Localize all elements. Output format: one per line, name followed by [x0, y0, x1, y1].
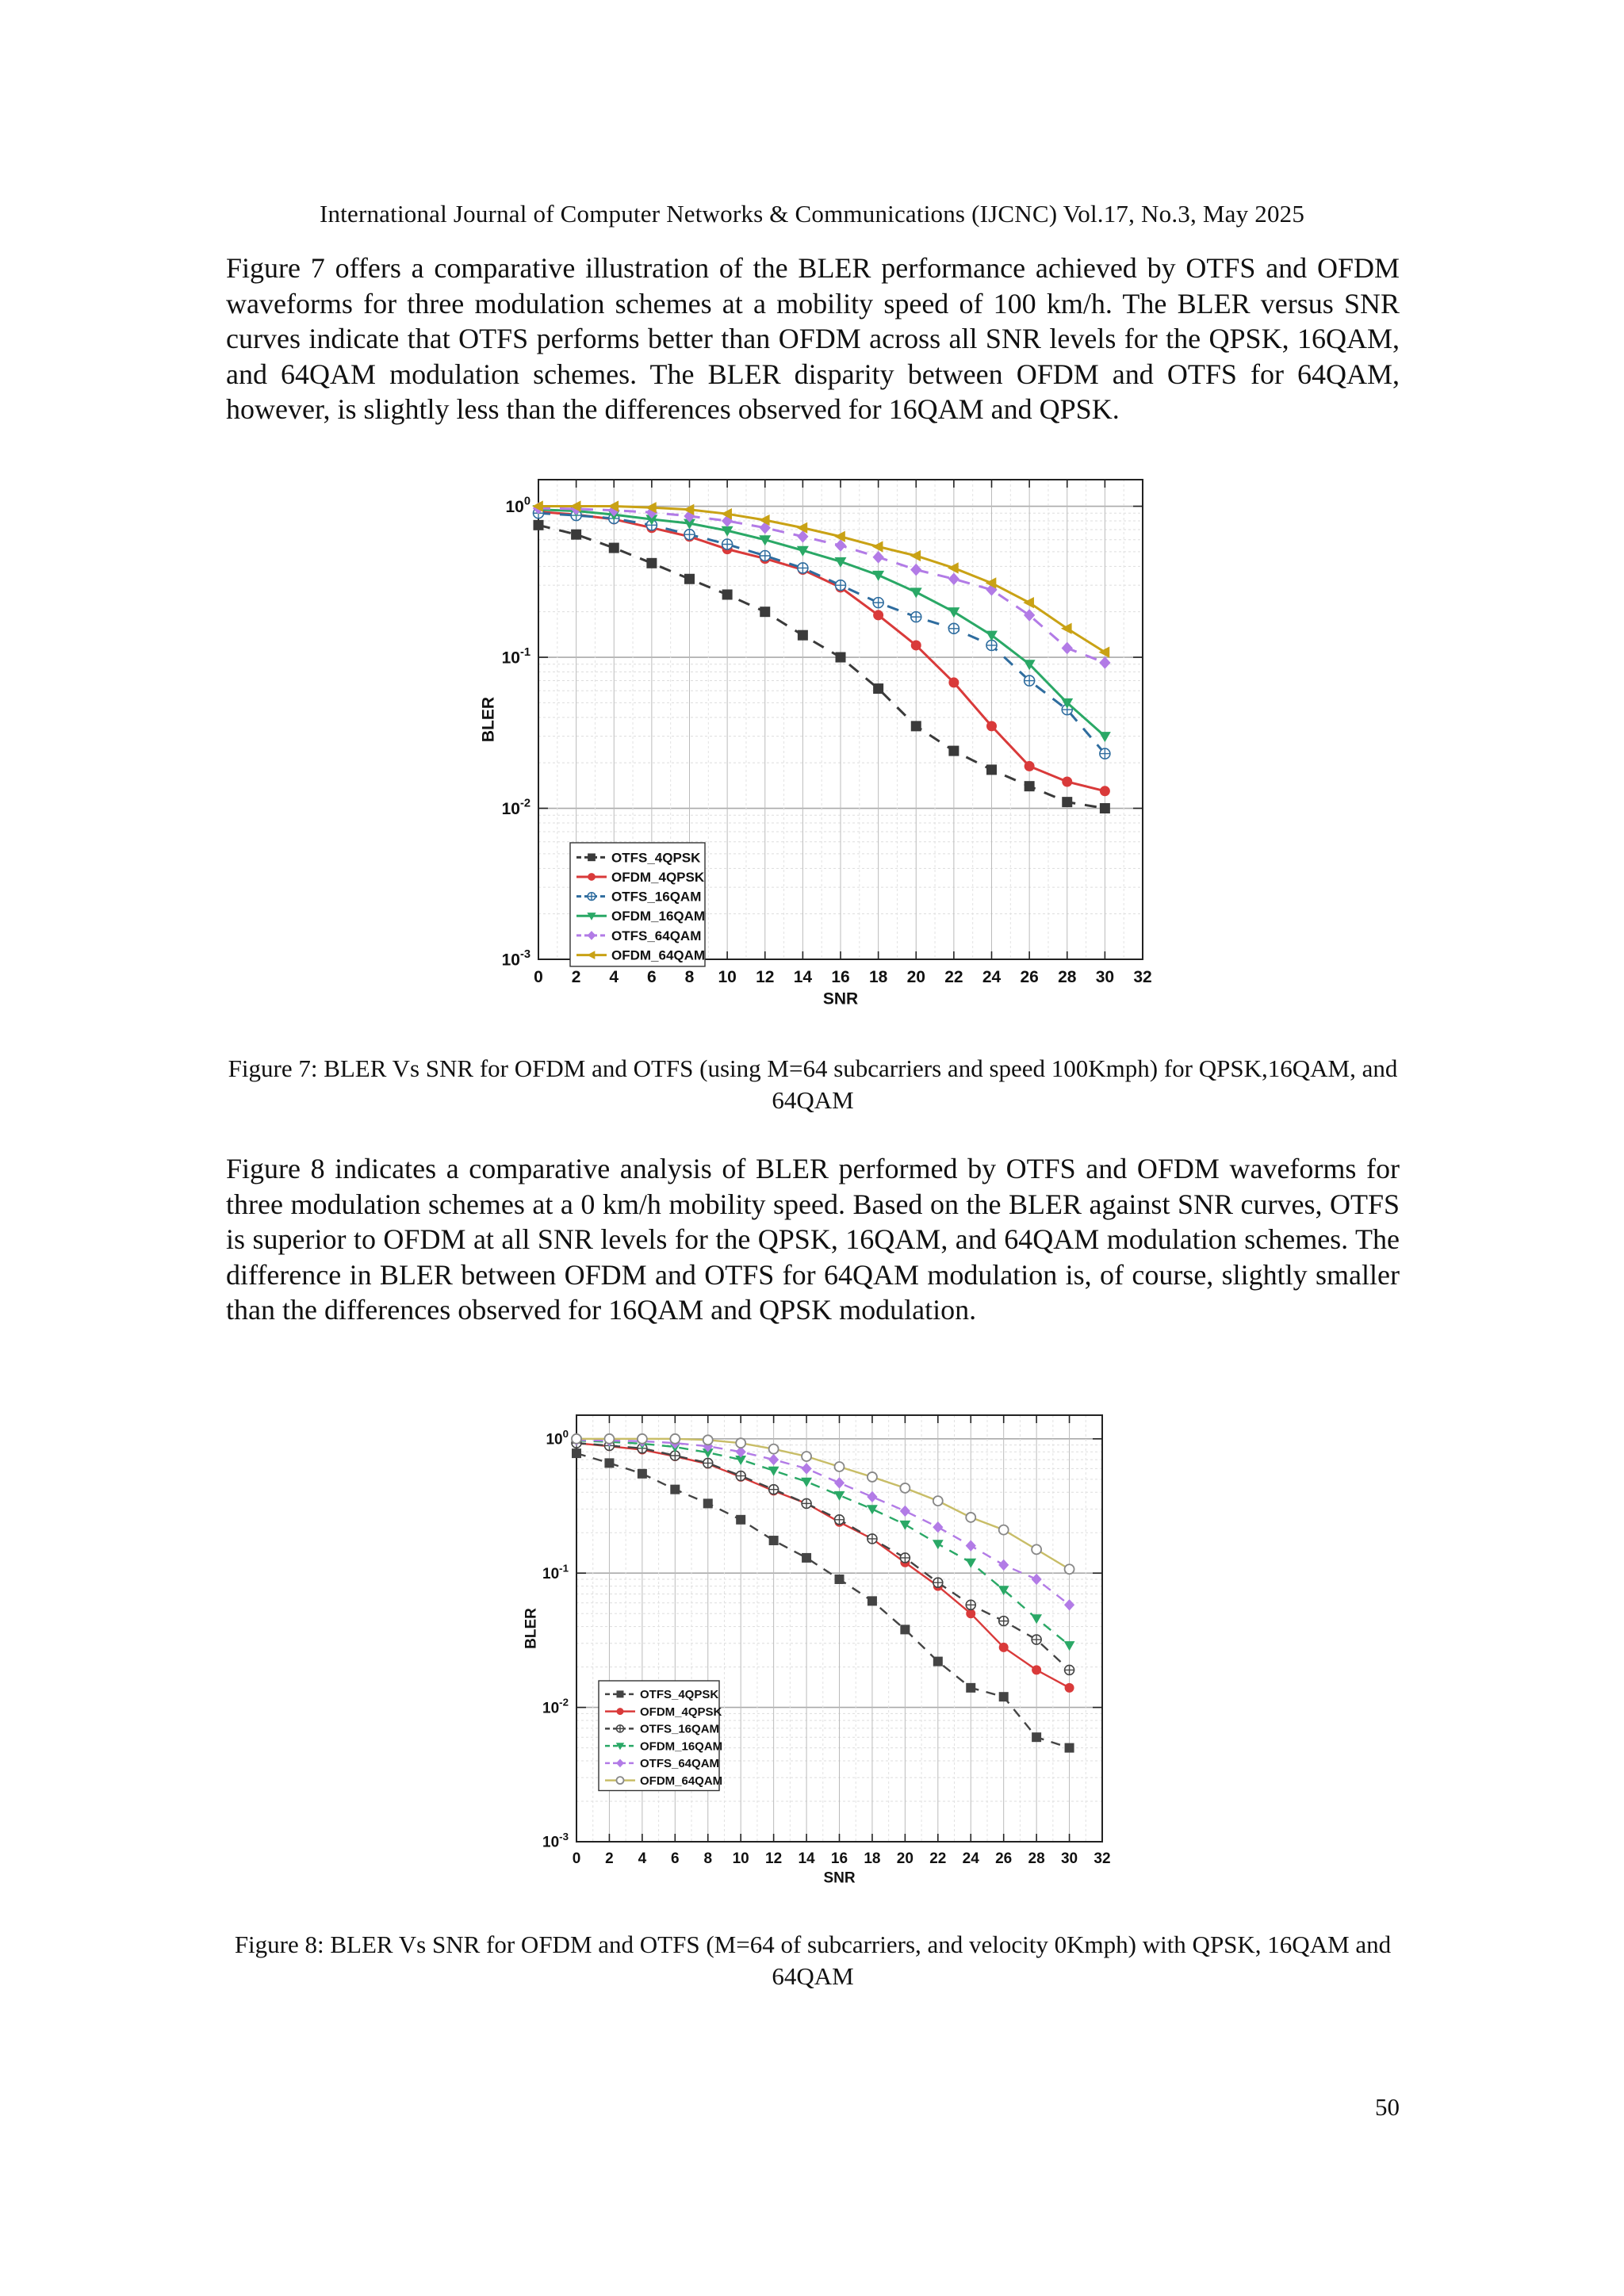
legend-label: OFDM_64QAM: [640, 1774, 723, 1788]
data-point: [872, 541, 883, 552]
figure7-chart: [0, 468, 1624, 1023]
data-point: [571, 530, 581, 540]
data-point: [966, 1540, 976, 1551]
data-point: [900, 1506, 910, 1517]
data-point: [572, 1448, 581, 1458]
data-point: [736, 1438, 745, 1448]
legend: [570, 843, 705, 966]
data-point: [867, 1491, 877, 1502]
data-point: [1065, 1743, 1074, 1753]
data-point: [868, 1596, 877, 1605]
x-tick-label: 14: [798, 1850, 815, 1867]
x-tick-label: 2: [605, 1850, 614, 1867]
data-point: [1065, 1665, 1074, 1674]
data-point: [722, 589, 733, 599]
data-point: [966, 1513, 975, 1522]
data-point: [986, 721, 997, 731]
data-point: [948, 572, 959, 585]
data-point: [933, 1521, 943, 1533]
y-tick-label: $10^{-2}$: [542, 1696, 569, 1717]
data-point: [646, 558, 657, 568]
series-line: [576, 1441, 1070, 1645]
data-point: [1099, 732, 1111, 742]
x-tick-label: 0: [534, 968, 543, 986]
data-point: [999, 1692, 1009, 1701]
data-point: [868, 1472, 877, 1482]
x-tick-label: 14: [793, 968, 813, 986]
data-point: [900, 1553, 910, 1563]
data-point: [948, 607, 959, 618]
data-point: [604, 1458, 614, 1468]
data-point: [638, 1434, 647, 1444]
data-point: [933, 1496, 943, 1506]
y-tick-label: $10^{-3}$: [542, 1831, 569, 1851]
data-point: [802, 1452, 811, 1461]
data-point: [1064, 1641, 1075, 1651]
legend-marker: [588, 853, 596, 861]
data-point: [801, 1463, 811, 1474]
data-point: [609, 543, 619, 553]
data-point: [736, 1471, 745, 1481]
data-point: [768, 1467, 779, 1476]
data-point: [986, 640, 997, 650]
data-point: [798, 563, 808, 573]
x-tick-label: 8: [703, 1850, 713, 1867]
data-point: [948, 562, 959, 573]
data-point: [948, 746, 959, 756]
data-point: [798, 630, 808, 641]
data-point: [900, 1624, 910, 1634]
y-axis-title: BLER: [479, 696, 498, 743]
x-tick-label: 6: [671, 1850, 680, 1867]
x-tick-label: 30: [1060, 1850, 1078, 1867]
x-tick-label: 10: [718, 968, 737, 986]
data-point: [999, 1643, 1009, 1652]
x-tick-label: 26: [1020, 968, 1039, 986]
legend-marker: [617, 1777, 624, 1784]
data-point: [911, 640, 921, 650]
data-point: [1032, 1732, 1041, 1742]
x-tick-label: 24: [982, 968, 1002, 986]
data-point: [1062, 776, 1072, 786]
x-tick-label: 18: [864, 1850, 881, 1867]
legend-label: OFDM_16QAM: [611, 909, 706, 924]
data-point: [948, 677, 959, 687]
data-point: [899, 1521, 910, 1530]
data-point: [1065, 1564, 1074, 1574]
data-point: [986, 764, 997, 775]
y-tick-label: $10^{-1}$: [542, 1562, 569, 1582]
legend-marker: [617, 1690, 624, 1697]
data-point: [1064, 1599, 1074, 1610]
data-point: [769, 1485, 779, 1494]
x-tick-label: 28: [1028, 1850, 1045, 1867]
legend-marker: [617, 1725, 624, 1732]
figure8-caption: Figure 8: BLER Vs SNR for OFDM and OTFS (M=64 of subcarriers, and velocity 0Kmph) with QPSK, 16QAM and 64QAM: [234, 1931, 1392, 1990]
data-point: [670, 1434, 680, 1444]
data-point: [638, 1469, 647, 1479]
data-point: [1025, 675, 1035, 686]
data-point: [1065, 1683, 1074, 1693]
data-point: [1032, 1544, 1041, 1554]
data-point: [604, 1434, 614, 1444]
y-axis-title: BLER: [523, 1608, 540, 1649]
x-tick-label: 32: [1133, 968, 1152, 986]
data-point: [1025, 761, 1035, 771]
data-point: [835, 1515, 845, 1525]
data-point: [1100, 748, 1110, 759]
data-point: [867, 1505, 878, 1514]
data-point: [873, 610, 883, 620]
y-tick-label: $10^0$: [546, 1427, 569, 1448]
data-point: [1032, 1635, 1041, 1644]
data-point: [801, 1478, 812, 1487]
data-point: [760, 551, 770, 561]
x-tick-label: 32: [1094, 1850, 1111, 1867]
x-tick-label: 18: [868, 968, 888, 986]
data-point: [703, 1435, 713, 1445]
data-point: [873, 683, 883, 694]
data-point: [835, 1575, 845, 1584]
data-point: [684, 530, 695, 540]
x-tick-label: 24: [962, 1850, 979, 1867]
legend-label: OTFS_16QAM: [640, 1722, 720, 1736]
y-tick-label: $10^{-2}$: [501, 797, 530, 818]
data-point: [534, 520, 544, 530]
legend-label: OFDM_64QAM: [611, 947, 706, 963]
data-point: [836, 652, 846, 663]
data-point: [703, 1498, 713, 1508]
data-point: [572, 1434, 581, 1444]
data-point: [769, 1445, 779, 1454]
journal-header: International Journal of Computer Networks & Communications (IJCNC) Vol.17, No.3, May 2025: [319, 200, 1305, 228]
data-point: [910, 564, 921, 576]
data-point: [1100, 786, 1110, 796]
x-tick-label: 20: [906, 968, 925, 986]
data-point: [1025, 781, 1035, 791]
data-point: [1032, 1574, 1042, 1585]
legend-label: OTFS_4QPSK: [640, 1688, 719, 1702]
data-point: [910, 587, 922, 598]
y-tick-label: $10^{-1}$: [501, 645, 530, 668]
y-tick-label: $10^0$: [505, 495, 530, 516]
figure8-chart: [0, 1403, 1624, 1903]
data-point: [1062, 797, 1072, 807]
data-point: [684, 574, 695, 584]
x-tick-label: 10: [732, 1850, 749, 1867]
data-point: [670, 1485, 680, 1494]
data-point: [1100, 803, 1110, 813]
data-point: [933, 1540, 944, 1549]
x-tick-label: 16: [831, 968, 850, 986]
data-point: [1031, 1614, 1042, 1624]
data-point: [868, 1534, 877, 1544]
x-tick-label: 4: [638, 1850, 647, 1867]
legend-marker: [588, 873, 596, 881]
figure7-caption: Figure 7: BLER Vs SNR for OFDM and OTFS (using M=64 subcarriers and speed 100Kmph) for QPSK,16QAM, and 64QAM: [228, 1054, 1398, 1114]
data-point: [999, 1617, 1009, 1626]
legend-label: OTFS_16QAM: [611, 889, 702, 905]
x-tick-label: 28: [1058, 968, 1077, 986]
data-point: [872, 551, 883, 564]
legend-label: OFDM_4QPSK: [611, 869, 705, 885]
data-point: [802, 1498, 811, 1508]
data-point: [900, 1483, 910, 1493]
series-line: [576, 1443, 1070, 1688]
data-point: [933, 1657, 943, 1667]
data-point: [933, 1578, 943, 1587]
x-tick-label: 8: [684, 968, 695, 986]
data-point: [835, 1462, 845, 1471]
data-point: [1062, 642, 1073, 655]
x-tick-label: 6: [647, 968, 657, 986]
legend-label: OFDM_4QPSK: [640, 1705, 722, 1719]
data-point: [966, 1600, 975, 1609]
data-point: [911, 612, 921, 622]
data-point: [1023, 597, 1034, 608]
data-point: [802, 1553, 811, 1563]
paragraph-figure7-description: Figure 7 offers a comparative illustration of the BLER performance achieved by OTFS and OFDM waveforms for three modulation schemes at a mobility speed of 100 km/h. The BLER versus SNR curves indicate that OTFS performs better than OFDM across all SNR levels for the QPSK, 16QAM, and 64QAM modulation schemes. The BLER disparity between OFDM and OTFS for 64QAM, however, is slightly less than the differences observed for 16QAM and QPSK.: [226, 252, 1400, 425]
data-point: [736, 1515, 745, 1525]
x-tick-label: 30: [1095, 968, 1115, 986]
x-tick-label: 16: [830, 1850, 848, 1867]
x-tick-label: 22: [929, 1850, 947, 1867]
paragraph-figure8-description: Figure 8 indicates a comparative analysis of BLER performed by OTFS and OFDM waveforms for three modulation schemes at a 0 km/h mobility speed. Based on the BLER against SNR curves, OTFS is superior to OFDM at all SNR levels for the QPSK, 16QAM, and 64QAM modulation schemes. The difference in BLER between OFDM and OTFS for 64QAM modulation is, of course, slightly smaller than the differences observed for 16QAM and QPSK modulation.: [226, 1153, 1400, 1326]
x-tick-label: 26: [995, 1850, 1013, 1867]
data-point: [998, 1559, 1009, 1571]
x-tick-label: 4: [609, 968, 619, 986]
data-point: [966, 1683, 975, 1693]
legend-label: OFDM_16QAM: [640, 1739, 723, 1754]
data-point: [722, 539, 733, 549]
page-number: 50: [1375, 2093, 1400, 2121]
y-tick-label: $10^{-3}$: [501, 947, 530, 970]
x-tick-label: 12: [765, 1850, 783, 1867]
data-point: [760, 607, 770, 617]
x-tick-label: 22: [944, 968, 963, 986]
data-point: [768, 1454, 779, 1465]
x-axis-title: SNR: [822, 989, 859, 1008]
data-point: [703, 1458, 713, 1468]
data-point: [911, 721, 921, 731]
legend-label: OTFS_64QAM: [640, 1757, 720, 1771]
data-point: [948, 623, 959, 633]
legend-marker: [588, 893, 596, 901]
data-point: [999, 1525, 1009, 1535]
data-point: [1032, 1665, 1041, 1674]
data-point: [873, 598, 883, 608]
data-point: [769, 1536, 779, 1545]
data-point: [1099, 656, 1110, 669]
data-point: [965, 1559, 976, 1568]
x-axis-title: SNR: [823, 1869, 856, 1887]
x-tick-label: 20: [896, 1850, 914, 1867]
x-tick-label: 12: [756, 968, 775, 986]
legend: [599, 1681, 722, 1791]
legend-label: OTFS_64QAM: [611, 928, 702, 943]
legend-label: OTFS_4QPSK: [611, 850, 701, 866]
x-tick-label: 0: [572, 1850, 581, 1867]
legend-marker: [617, 1708, 624, 1715]
data-point: [836, 580, 846, 591]
x-tick-label: 2: [571, 968, 581, 986]
